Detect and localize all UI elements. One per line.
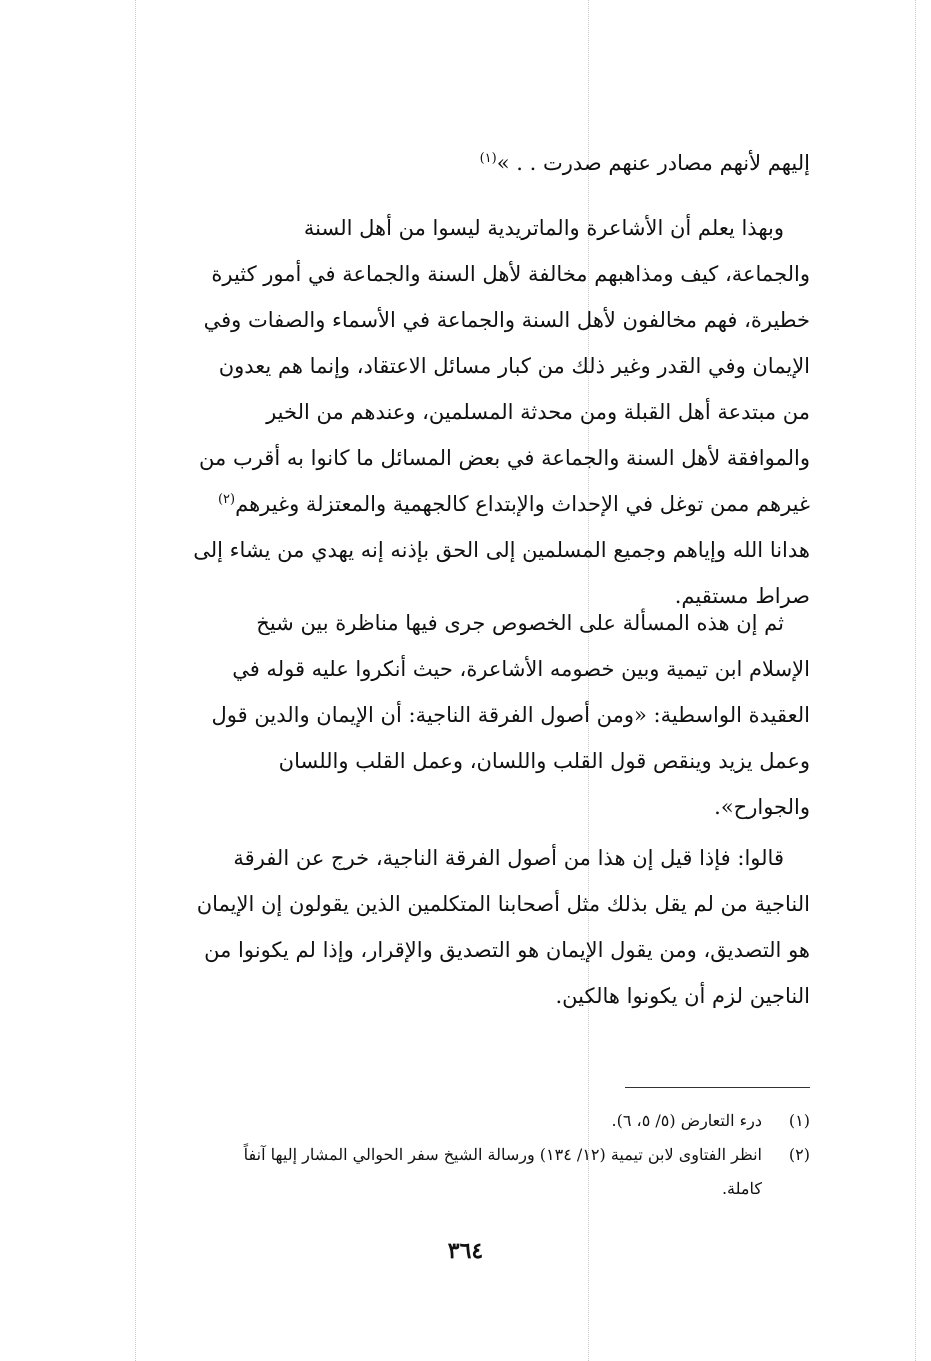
paragraph-3 <box>100 835 810 1019</box>
paragraph-line: وعمل يزيد وينقص قول القلب واللسان، وعمل القلب واللسان <box>278 749 810 773</box>
paragraph-1 <box>100 205 810 619</box>
paragraph-line: الإيمان وفي القدر وغير ذلك من كبار مسائل الاعتقاد، وإنما هم يعدون <box>218 354 810 378</box>
paragraph-line: قالوا: فإذا قيل إن هذا من أصول الفرقة الناجية، خرج عن الفرقة <box>233 846 784 870</box>
paragraph-line: صراط مستقيم. <box>674 584 810 608</box>
paragraph-line: من مبتدعة أهل القبلة ومن محدثة المسلمين، وعندهم من الخير <box>266 400 810 424</box>
paragraph-2 <box>100 600 810 830</box>
footnote-text: درء التعارض (٥/ ٥، ٦). <box>611 1111 762 1130</box>
footnote-number: (٢) <box>788 1145 810 1164</box>
footnote-ref-1: (١) <box>479 151 497 166</box>
footnote-separator <box>625 1087 810 1088</box>
paragraph-line: هو التصديق، ومن يقول الإيمان هو التصديق والإقرار، وإذا لم يكونوا من <box>204 938 810 962</box>
intro-line <box>100 140 810 186</box>
intro-text: إليهم لأنهم مصادر عنهم صدرت . . » <box>496 151 810 175</box>
paragraph-line: الإسلام ابن تيمية وبين خصومه الأشاعرة، حيث أنكروا عليه قوله في <box>232 657 810 681</box>
footnote-item <box>100 1172 810 1206</box>
paragraph-line: والجماعة، كيف ومذاهبهم مخالفة لأهل السنة والجماعة في أمور كثيرة <box>211 262 810 286</box>
paragraph-line: والجوارح». <box>714 795 810 819</box>
footnote-text: كاملة. <box>721 1179 762 1198</box>
paragraph-line: وبهذا يعلم أن الأشاعرة والماتريدية ليسوا من أهل السنة <box>303 216 784 240</box>
footnote-ref-2: (٢) <box>217 492 236 507</box>
footnote-number: (١) <box>788 1111 810 1130</box>
paragraph-line: الناجين لزم أن يكونوا هالكين. <box>555 984 810 1008</box>
paragraph-line-text: غيرهم ممن توغل في الإحداث والإبتداع كالجهمية والمعتزلة وغيرهم <box>235 492 810 516</box>
footnote-item <box>100 1138 810 1172</box>
dotted-guide-line <box>915 0 916 1361</box>
paragraph-line: ثم إن هذه المسألة على الخصوص جرى فيها مناظرة بين شيخ <box>256 611 784 635</box>
paragraph-line: هدانا الله وإياهم وجميع المسلمين إلى الحق بإذنه إنه يهدي من يشاء إلى <box>193 538 810 562</box>
footnote-item <box>100 1104 810 1138</box>
paragraph-line: خطيرة، فهم مخالفون لأهل السنة والجماعة في الأسماء والصفات وفي <box>203 308 810 332</box>
paragraph-line: والموافقة لأهل السنة والجماعة في بعض المسائل ما كانوا به أقرب من <box>199 446 810 470</box>
paragraph-line: العقيدة الواسطية: «ومن أصول الفرقة الناجية: أن الإيمان والدين قول <box>211 703 810 727</box>
footnote-text: انظر الفتاوى لابن تيمية (١٢/ ١٣٤) ورسالة الشيخ سفر الحوالي المشار إليها آنفاً <box>243 1145 762 1164</box>
intro-block <box>100 140 810 186</box>
page-number: ٣٦٤ <box>447 1238 484 1264</box>
footnotes <box>100 1104 810 1206</box>
footnote-number <box>762 1172 810 1206</box>
paragraph-line <box>100 481 810 527</box>
paragraph-line: الناجية من لم يقل بذلك مثل أصحابنا المتكلمين الذين يقولون إن الإيمان <box>196 892 810 916</box>
